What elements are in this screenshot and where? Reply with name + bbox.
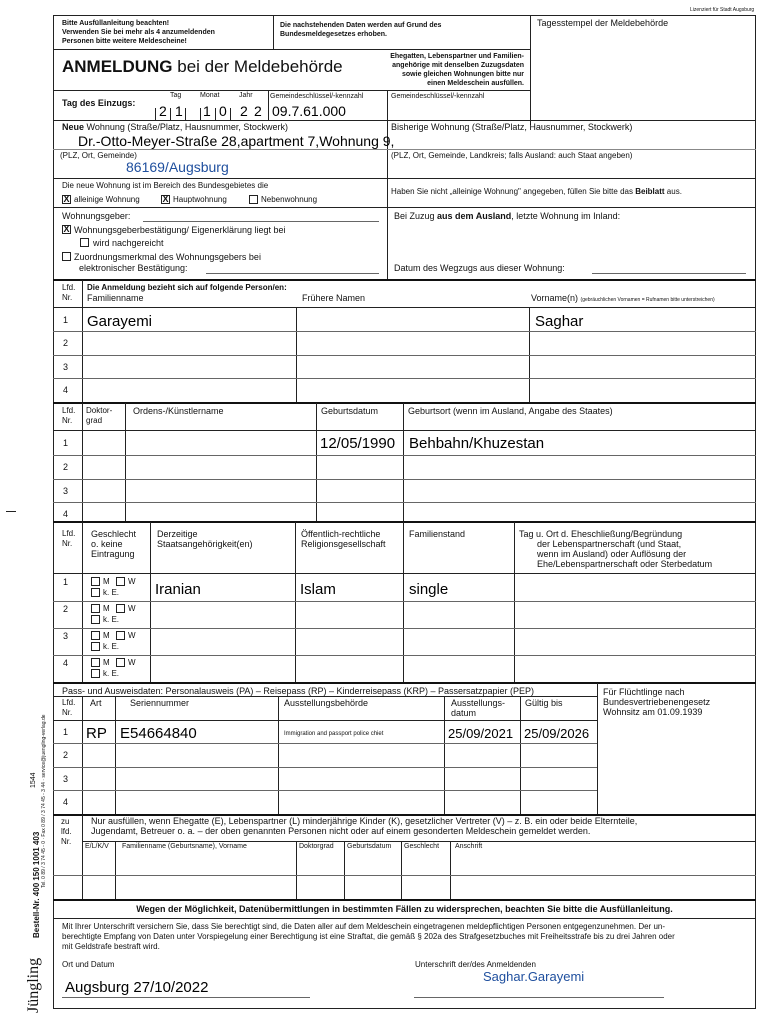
new-street[interactable]: Dr.-Otto-Meyer-Straße 28,apartment 7,Wohnung 9, xyxy=(78,133,395,149)
place-date[interactable]: Augsburg 27/10/2022 xyxy=(65,979,209,996)
move-year-2[interactable]: 2 xyxy=(254,103,262,119)
passport-heading: Pass- und Ausweisdaten: Personalausweis (PA) – Reisepass (RP) – Kinderreisepass (KRP) – Passersatzpapier (PEP) xyxy=(62,686,535,696)
publisher-logo: Jüngling xyxy=(25,957,42,1013)
municipality-key[interactable]: 09.7.61.000 xyxy=(272,103,346,119)
religion-1[interactable]: Islam xyxy=(300,581,336,598)
move-month-2[interactable]: 0 xyxy=(219,103,227,119)
stamp-label: Tagesstempel der Meldebehörde xyxy=(537,18,669,28)
gender-w-3[interactable] xyxy=(116,631,125,640)
gender-m-1[interactable] xyxy=(91,577,100,586)
familienname-1[interactable]: Garayemi xyxy=(87,313,153,330)
page-title: ANMELDUNG bei der Meldebehörde xyxy=(62,57,343,76)
gender-ke-4[interactable] xyxy=(91,669,100,678)
passport-number-1[interactable]: E54664840 xyxy=(120,725,197,742)
move-month-1[interactable]: 1 xyxy=(203,103,211,119)
geburtsdatum-1[interactable]: 12/05/1990 xyxy=(320,435,396,452)
checkbox-neben[interactable] xyxy=(249,195,258,204)
passport-issue-date-1[interactable]: 25/09/2021 xyxy=(448,726,514,741)
passport-valid-until-1[interactable]: 25/09/2026 xyxy=(524,726,590,741)
gender-m-4[interactable] xyxy=(91,658,100,667)
gender-w-4[interactable] xyxy=(116,658,125,667)
gender-ke-1[interactable] xyxy=(91,588,100,597)
license-note: Lizenziert für Stadt Augsburg xyxy=(690,7,755,13)
objection-warning: Wegen der Möglichkeit, Datenübermittlungen in bestimmten Fällen zu widersprechen, beachten Sie bitte die Ausfüllanleitung. xyxy=(136,904,673,914)
new-address-label: Neue Wohnung (Straße/Platz, Hausnummer, Stockwerk) xyxy=(62,122,288,132)
nationality-1[interactable]: Iranian xyxy=(155,581,201,598)
abroad-label: Bei Zuzug aus dem Ausland, letzte Wohnung im Inland: xyxy=(394,211,621,221)
gender-m-3[interactable] xyxy=(91,631,100,640)
signature[interactable]: Saghar.Garayemi xyxy=(483,969,585,984)
checkbox-landlord-later[interactable] xyxy=(80,238,89,247)
marital-status-1[interactable]: single xyxy=(409,581,449,598)
passport-authority-1[interactable]: Immigration and passport police chiet xyxy=(284,731,384,737)
gender-ke-3[interactable] xyxy=(91,642,100,651)
move-year-1[interactable]: 2 xyxy=(240,103,248,119)
gender-w-2[interactable] xyxy=(116,604,125,613)
checkbox-landlord-electronic[interactable] xyxy=(62,252,71,261)
checkbox-alleinige[interactable]: X xyxy=(63,194,70,204)
move-day-2[interactable]: 1 xyxy=(175,103,183,119)
vorname-label: Vorname(n) (gebräuchlichen Vornamen = Rufnamen bitte unterstreichen) xyxy=(531,293,715,303)
margin-code: 1544 xyxy=(30,772,37,788)
geburtsort-1[interactable]: Behbahn/Khuzestan xyxy=(409,435,545,452)
beiblatt-note: Haben Sie nicht „alleinige Wohnung" angegeben, füllen Sie bitte das Beiblatt aus. xyxy=(391,187,682,196)
new-plz-city[interactable]: 86169/Augsburg xyxy=(126,159,229,175)
vorname-1[interactable]: Saghar xyxy=(535,313,584,330)
move-day-1[interactable]: 2 xyxy=(159,103,167,119)
passport-type-1[interactable]: RP xyxy=(86,725,107,742)
checkbox-landlord-confirm[interactable]: X xyxy=(63,224,70,234)
gender-ke-2[interactable] xyxy=(91,615,100,624)
checkbox-haupt[interactable]: X xyxy=(162,194,169,204)
gender-w-1[interactable] xyxy=(116,577,125,586)
publisher-contact: Tel. 0 89 / 3 74 45 - 0 · Fax 0 89 / 3 74 45 - 3 44 · service@juengling-verlag.de xyxy=(41,714,47,888)
gender-m-2[interactable] xyxy=(91,604,100,613)
order-number: Bestell-Nr. 400 150 1001 403 xyxy=(32,831,41,938)
